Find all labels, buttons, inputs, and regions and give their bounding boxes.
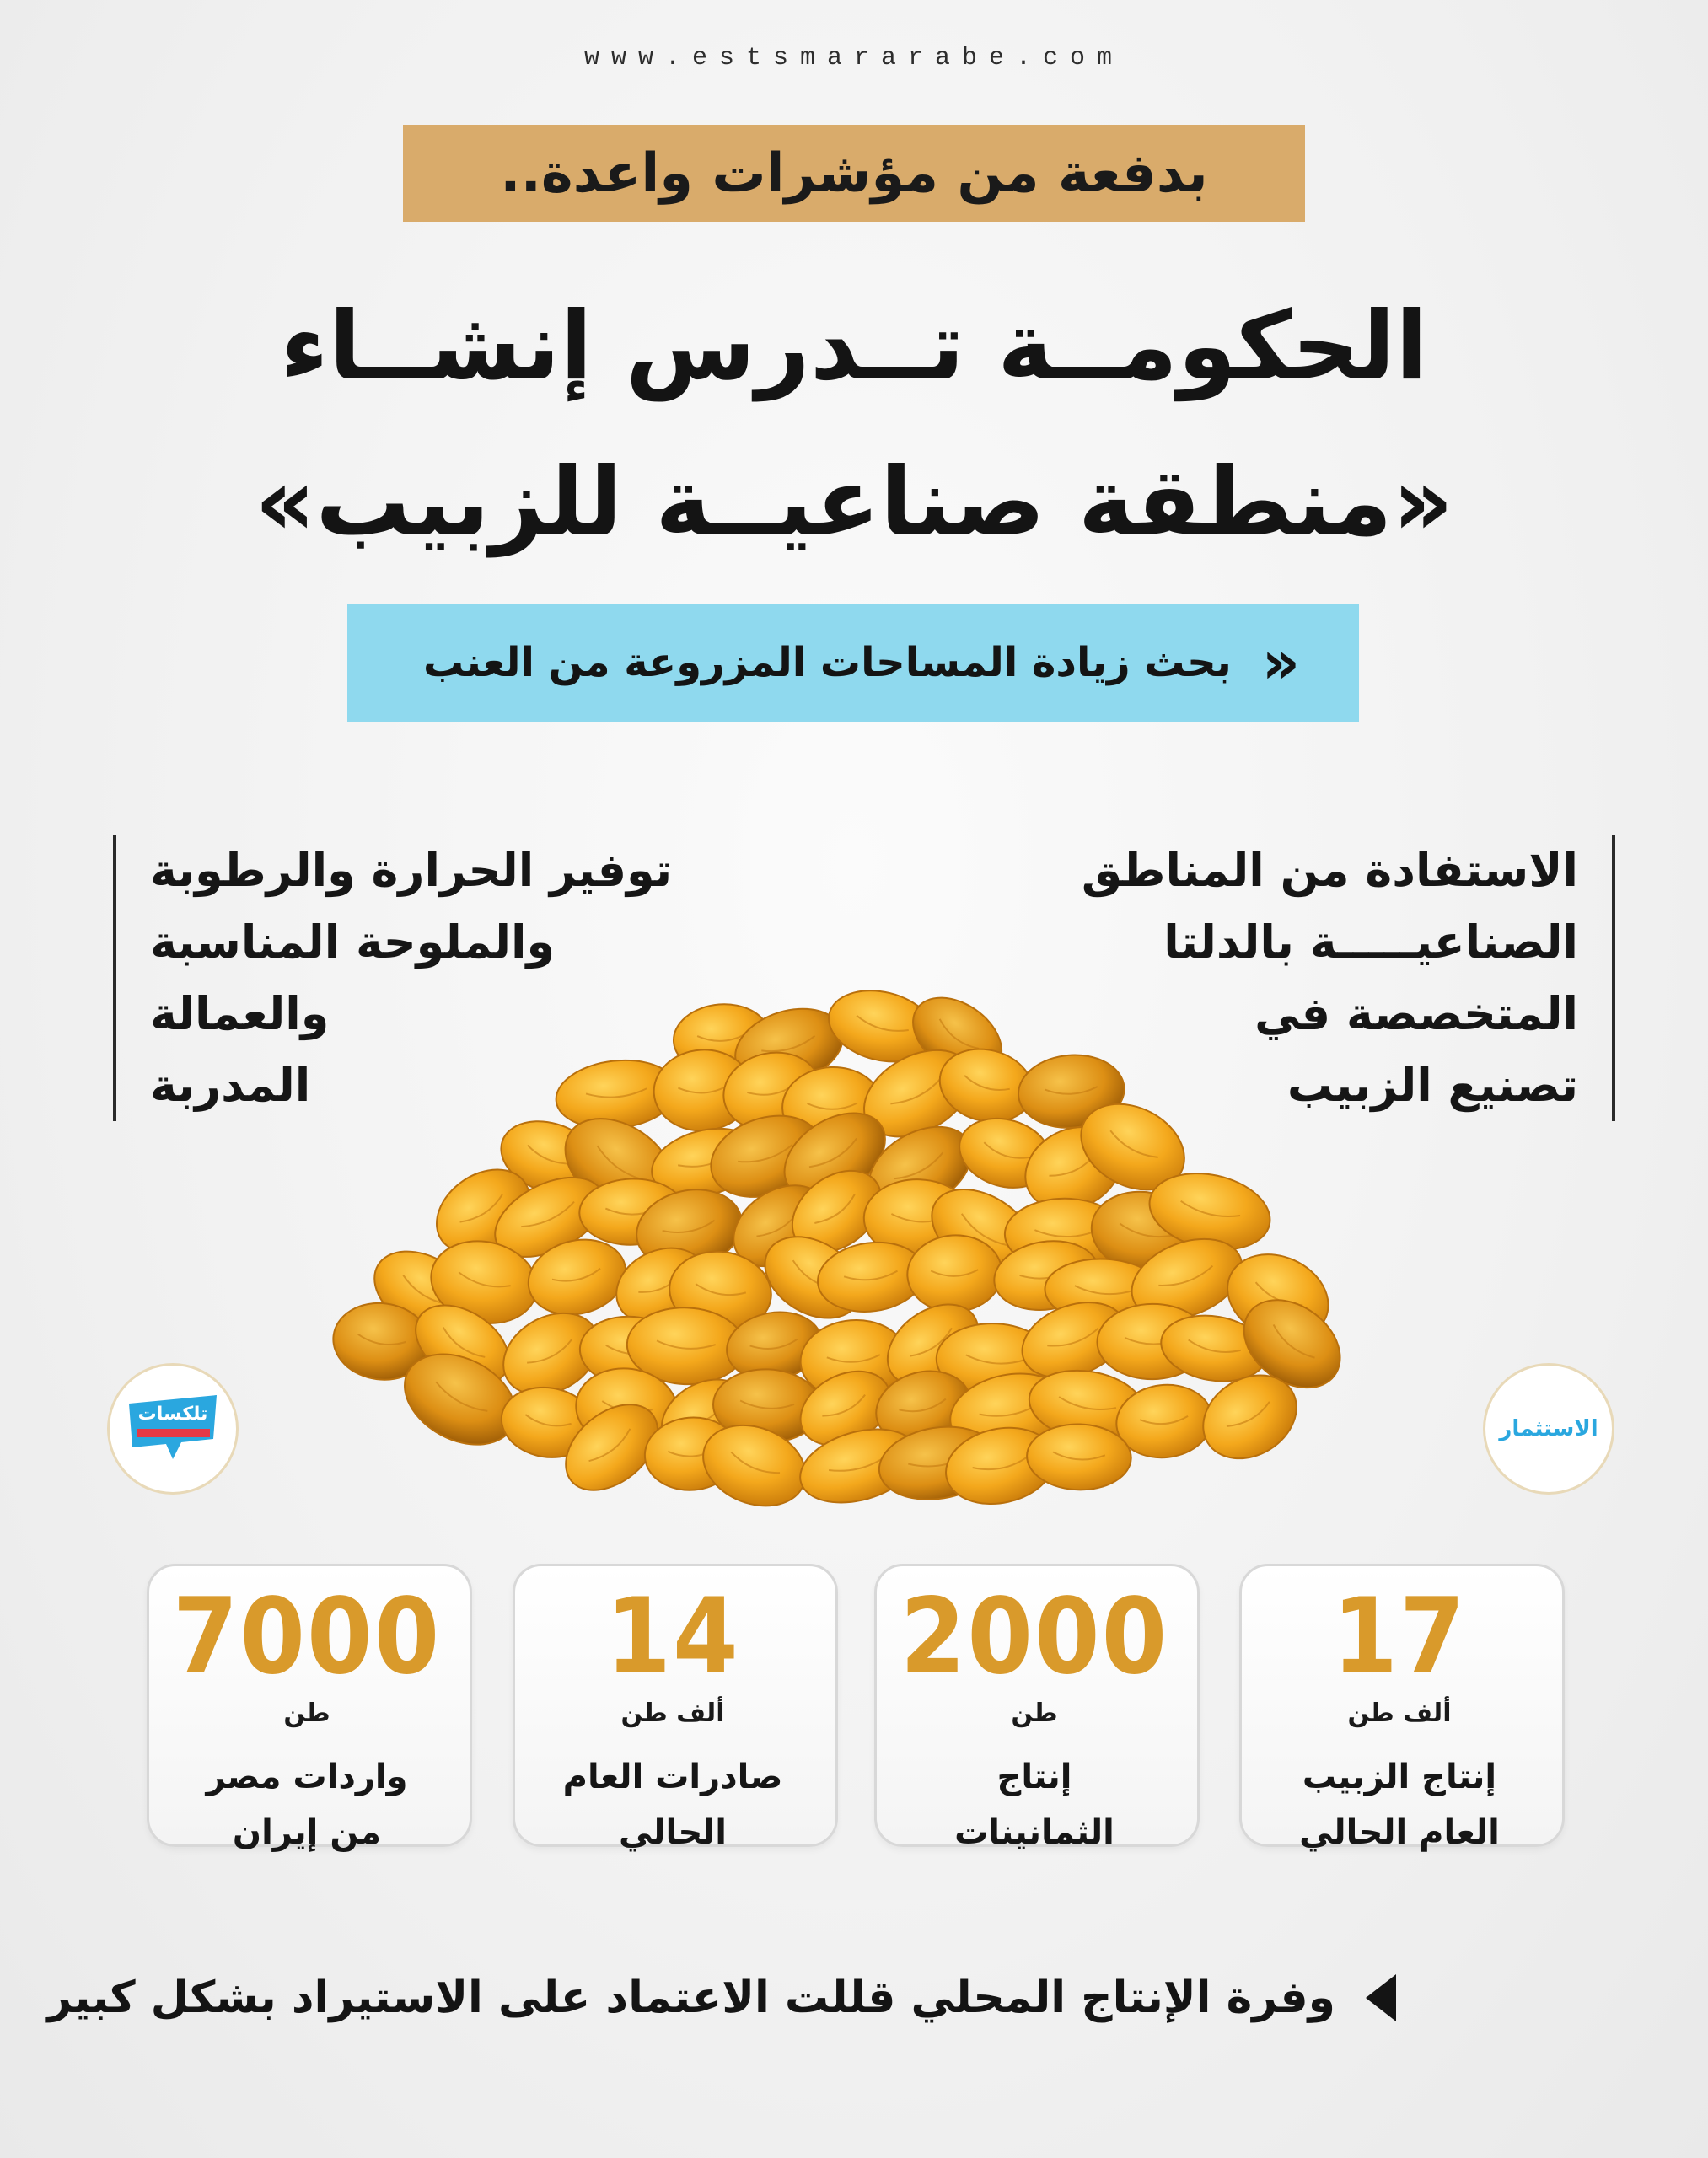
- headline-line-1: الحكومــة تــدرس إنشــاء: [280, 292, 1428, 401]
- telexat-logo-icon: [122, 1387, 223, 1471]
- stat-label: [147, 1749, 467, 1860]
- kicker-text: بدفعة من مؤشرات واعدة..: [500, 142, 1208, 205]
- stat-unit: ألف طن: [620, 1699, 725, 1728]
- stat-unit: طن: [1011, 1699, 1058, 1728]
- footer-note: [47, 1973, 1396, 2023]
- telexat-logo-text: تلكسات: [137, 1404, 208, 1425]
- double-chevron-left-icon: «: [1261, 628, 1300, 697]
- stat-label-line: العام الحالي: [1299, 1813, 1500, 1852]
- kicker-banner: [403, 125, 1305, 222]
- stat-value: 2000: [900, 1576, 1169, 1698]
- stat-label-line: إنتاج: [996, 1758, 1072, 1796]
- subheadline-text: بحث زيادة المساحات المزروعة من العنب: [422, 639, 1232, 686]
- stat-label-line: واردات مصر: [206, 1758, 408, 1796]
- right-point: الصناعيـــــة بالدلتا: [1163, 915, 1578, 969]
- left-point: توفير الحرارة والرطوبة: [150, 844, 673, 897]
- right-point: المتخصصة في: [1254, 987, 1578, 1040]
- stat-label-line: الحالي: [618, 1813, 728, 1852]
- stat-label-line: الثمانينات: [954, 1813, 1114, 1852]
- left-point: المدربة: [150, 1059, 311, 1112]
- stat-label-line: صادرات العام: [562, 1758, 783, 1796]
- stat-value: 7000: [172, 1576, 442, 1698]
- stat-unit: ألف طن: [1347, 1699, 1452, 1728]
- telexat-logo[interactable]: [110, 1366, 236, 1492]
- alestethmar-logo[interactable]: [1485, 1366, 1612, 1492]
- right-point: الاستفادة من المناطق: [1081, 844, 1578, 897]
- stat-value: 14: [605, 1576, 740, 1698]
- stat-unit: طن: [283, 1699, 330, 1728]
- left-point: والعمالة: [150, 987, 330, 1040]
- stat-label: [874, 1749, 1195, 1860]
- stat-label: [513, 1749, 833, 1860]
- stat-label: [1239, 1749, 1560, 1860]
- right-point: تصنيع الزبيب: [1286, 1059, 1578, 1112]
- stat-value: 17: [1332, 1576, 1467, 1698]
- footer-text: وفرة الإنتاج المحلي قللت الاعتماد على الاستيراد بشكل كبير: [46, 1973, 1335, 2023]
- triangle-pointer-icon: [1366, 1974, 1396, 2021]
- site-url[interactable]: www.estsmararabe.com: [583, 44, 1125, 72]
- alestethmar-logo-text: الاستثمار: [1499, 1416, 1598, 1441]
- subheadline-banner: [347, 604, 1359, 722]
- raisins-illustration: [287, 910, 1416, 1517]
- headline-line-2: «منطقة صناعيــة للزبيب»: [255, 448, 1453, 557]
- stat-label-line: من إيران: [232, 1813, 382, 1852]
- stat-label-line: إنتاج الزبيب: [1302, 1758, 1497, 1796]
- left-point: والملوحة المناسبة: [150, 915, 556, 969]
